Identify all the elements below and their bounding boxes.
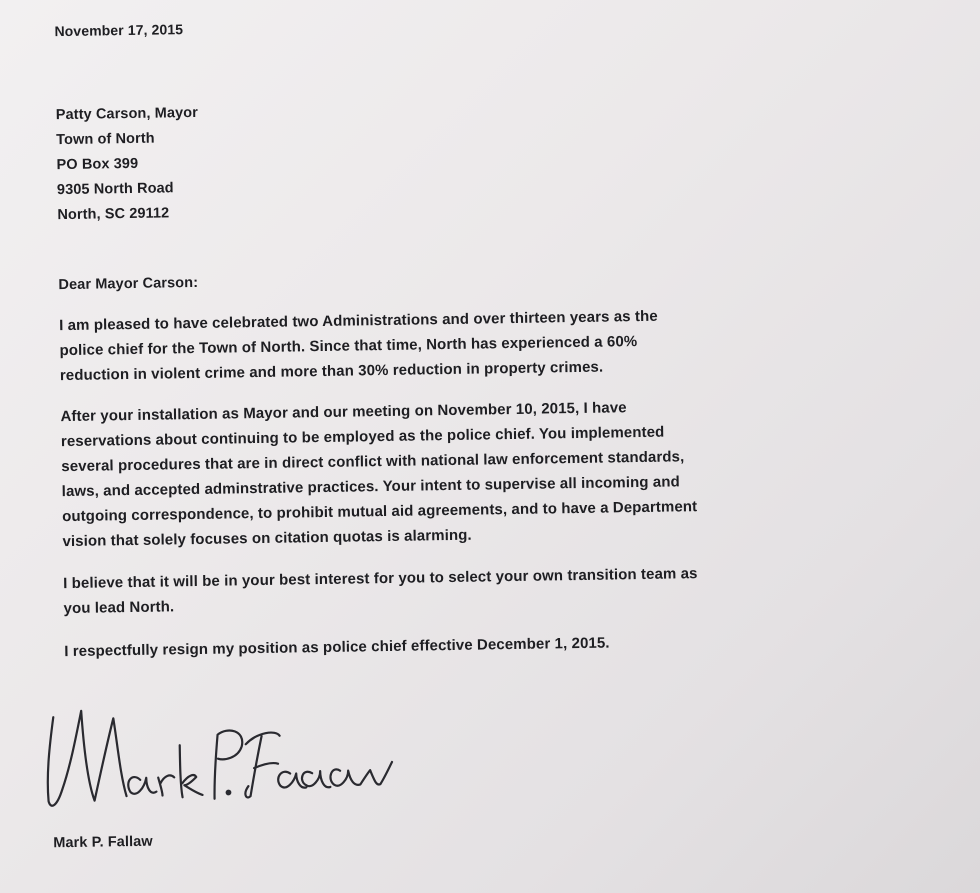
body-line: laws, and accepted adminstrative practices. Your intent to supervise all incoming and xyxy=(61,473,680,501)
body-line: you lead North. xyxy=(63,598,175,618)
recipient-organization: Town of North xyxy=(56,130,155,149)
recipient-po-box: PO Box 399 xyxy=(56,155,139,174)
body-line: outgoing correspondence, to prohibit mutual aid agreements, and to have a Department xyxy=(61,498,698,526)
body-line: I respectfully resign my position as police chief effective December 1, 2015. xyxy=(64,634,610,661)
body-line: several procedures that are in direct conflict with national law enforcement standards, xyxy=(61,448,685,476)
signer-name: Mark P. Fallaw xyxy=(53,833,153,852)
recipient-name: Patty Carson, Mayor xyxy=(55,104,199,124)
body-line: After your installation as Mayor and our meeting on November 10, 2015, I have xyxy=(60,399,627,426)
body-line: vision that solely focuses on citation quotas is alarming. xyxy=(62,526,472,551)
recipient-city-state-zip: North, SC 29112 xyxy=(57,205,170,224)
handwritten-signature xyxy=(31,684,403,830)
body-line: reduction in violent crime and more than 30% reduction in property crimes. xyxy=(59,358,604,385)
body-line: I believe that it will be in your best interest for you to select your own transition team as xyxy=(63,565,698,593)
body-line: I am pleased to have celebrated two Administrations and over thirteen years as the xyxy=(58,307,658,335)
recipient-street: 9305 North Road xyxy=(56,180,174,199)
body-line: reservations about continuing to be employed as the police chief. You implemented xyxy=(60,423,665,451)
salutation: Dear Mayor Carson: xyxy=(58,274,199,294)
letter-date: November 17, 2015 xyxy=(54,21,184,40)
body-line: police chief for the Town of North. Since that time, North has experienced a 60% xyxy=(59,333,638,360)
